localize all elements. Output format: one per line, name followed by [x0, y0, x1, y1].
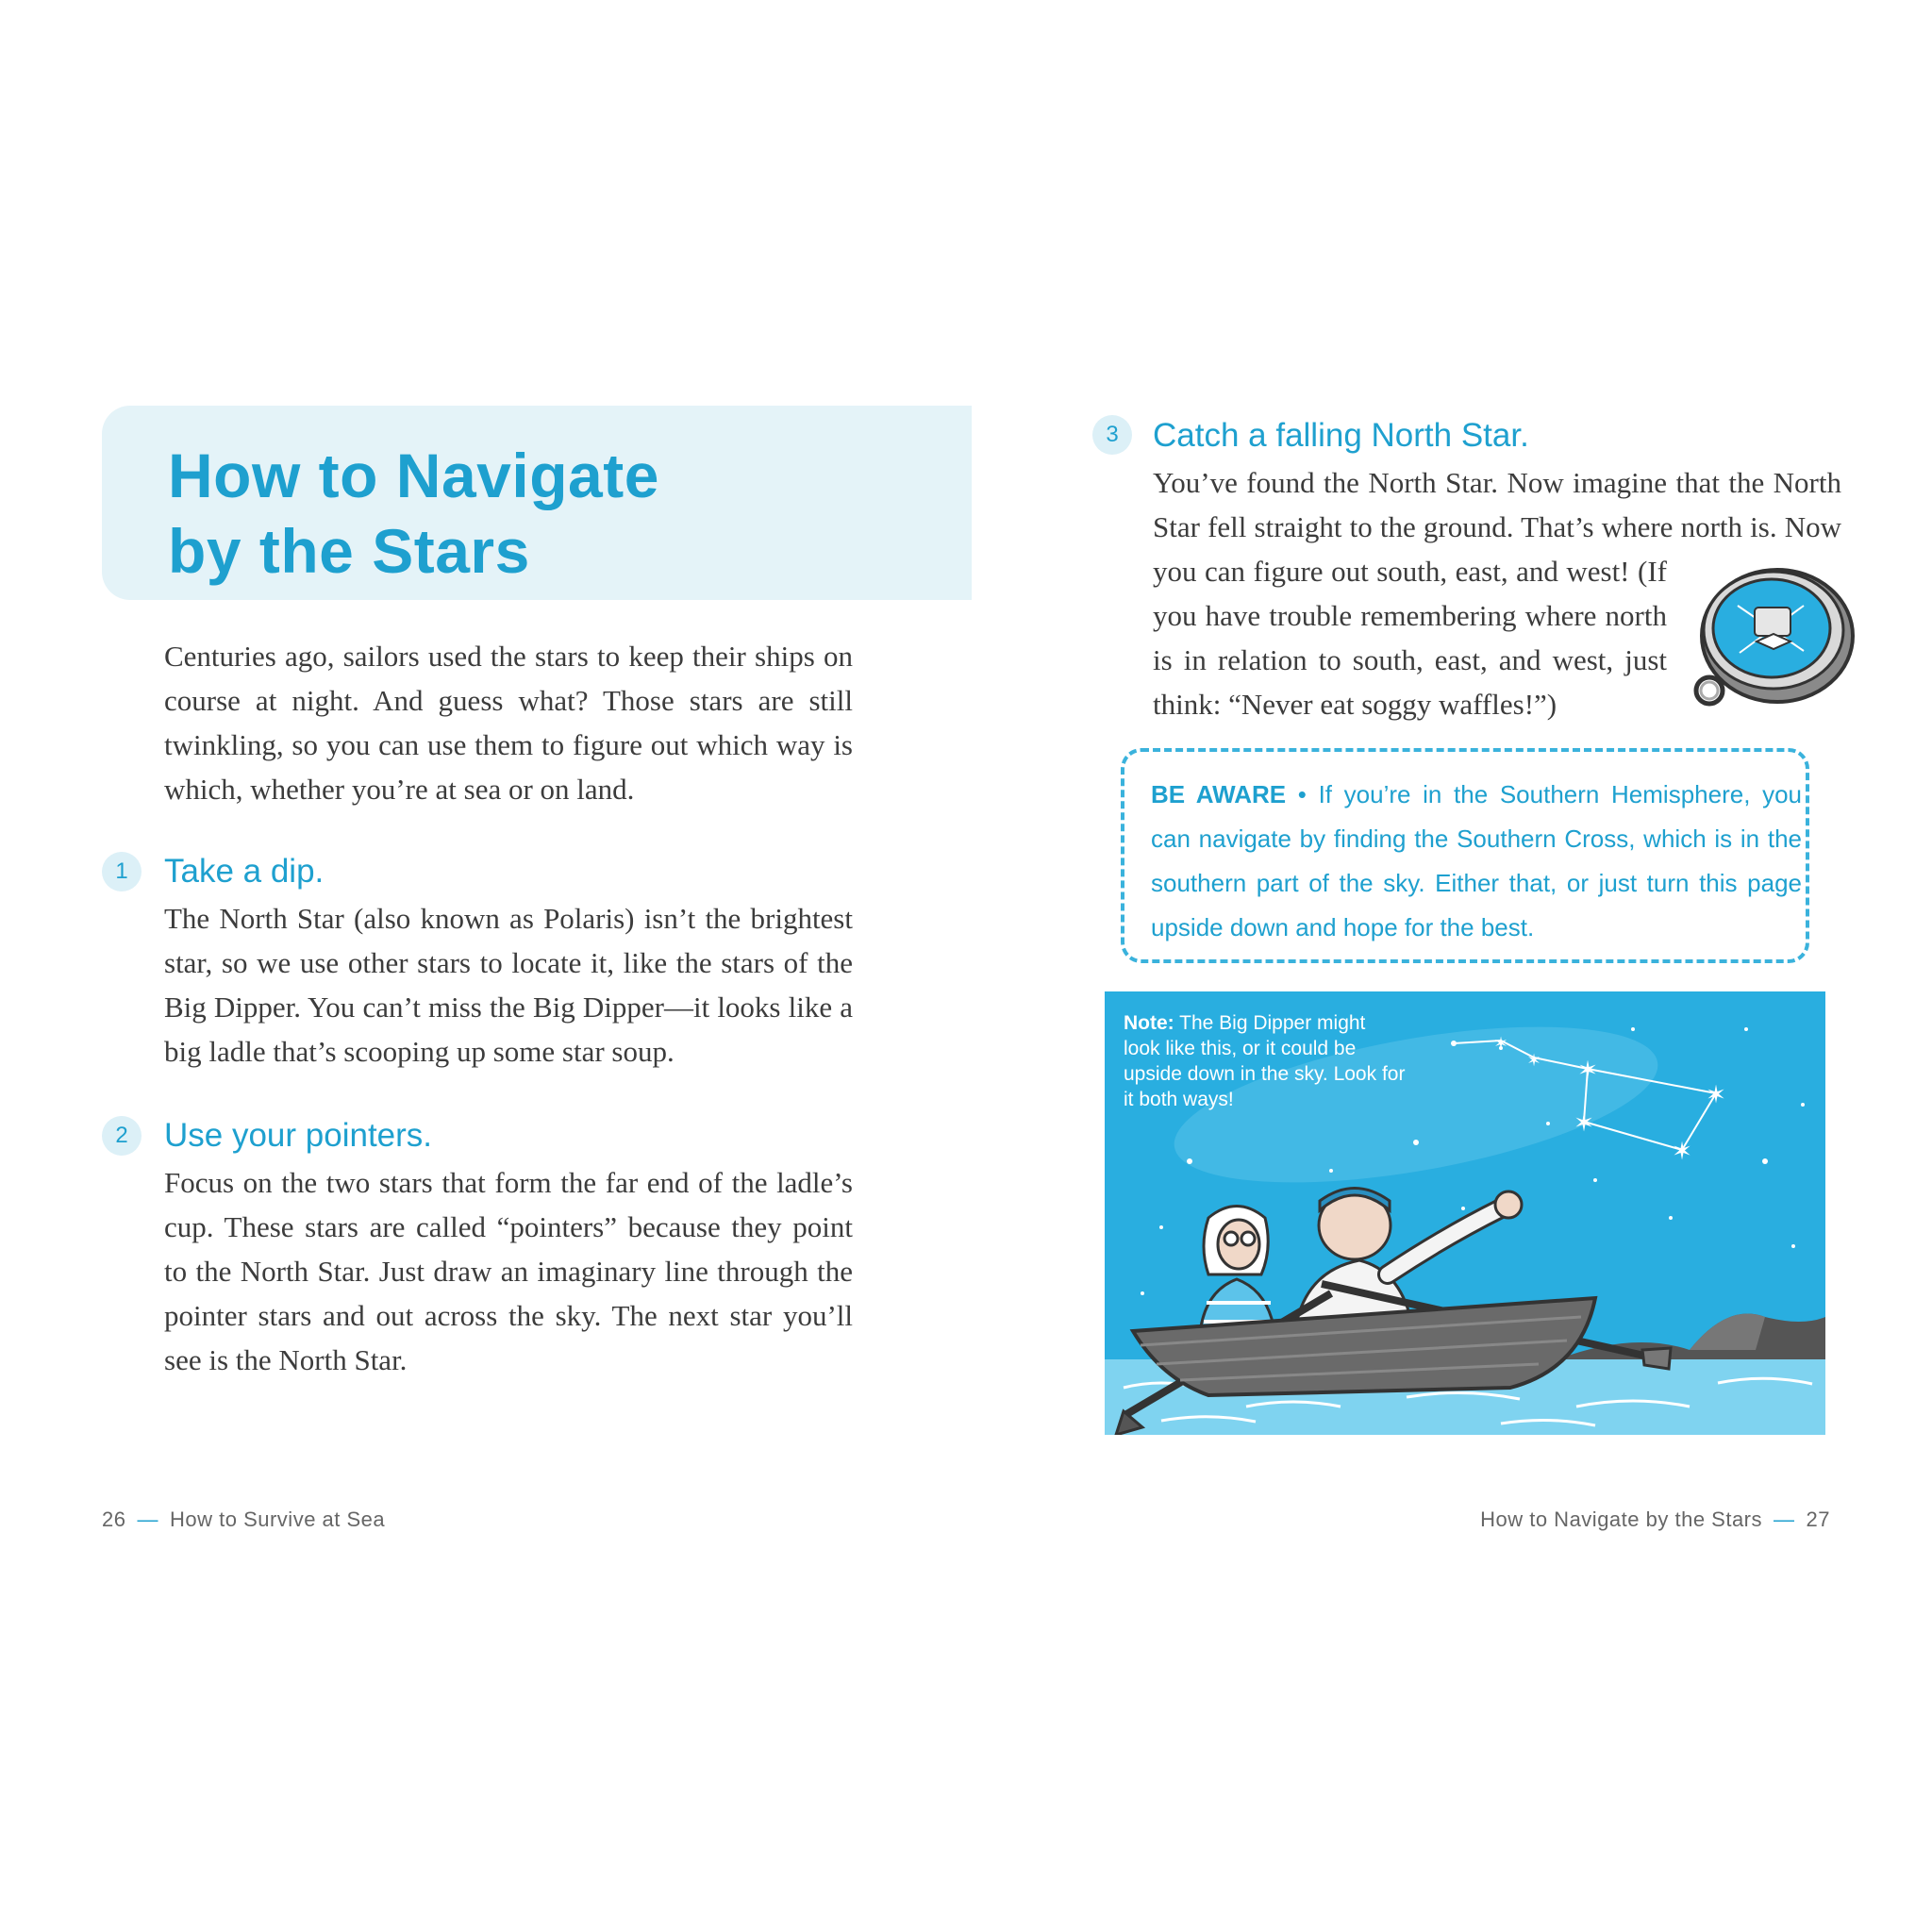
step-2-text: Focus on the two stars that form the far end of the ladle’s cup. These stars are called “pointers” because they point to the North Star. Just draw an imaginary line through the pointer stars and out across the sky. The next star you’ll see is the North Star. — [164, 1166, 853, 1376]
svg-text:✶: ✶ — [1706, 1081, 1726, 1109]
title-line-2: by the Stars — [168, 516, 530, 586]
be-aware-text — [1151, 773, 1802, 950]
step-3-heading: Catch a falling North Star. — [1153, 417, 1529, 454]
night-sky-illustration — [1105, 991, 1825, 1435]
right-footer-dash: — — [1774, 1507, 1795, 1531]
right-page-number: 27 — [1806, 1507, 1830, 1531]
svg-text:✶: ✶ — [1526, 1051, 1541, 1071]
left-footer — [102, 1507, 385, 1532]
right-footer-title: How to Navigate by the Stars — [1480, 1507, 1763, 1531]
step-1-text: The North Star (also known as Polaris) isn’t the brightest star, so we use other stars to locate it, like the stars of the Big Dipper. You can’t miss the Big Dipper—it looks like a big ladle that’s scooping up some star soup. — [164, 902, 853, 1068]
compass-icon — [1681, 549, 1860, 728]
step-1-heading: Take a dip. — [164, 853, 325, 890]
step-3-line: You’ve found the North Star. Now imagine that the North — [1153, 466, 1841, 499]
intro-paragraph: Centuries ago, sailors used the stars to keep their ships on course at night. And guess what? Those stars are still twinkling, so you can use them to figure out which way is which, whether you’re at sea or on land. — [164, 640, 853, 806]
step-3-line: you can figure out south, east, and west! (If — [1153, 555, 1667, 588]
note-label: Note: — [1124, 1012, 1174, 1034]
be-aware-box — [1121, 748, 1809, 963]
illustration-note — [1124, 1010, 1407, 1112]
be-aware-label: BE AWARE — [1151, 780, 1287, 808]
note-text: The Big Dipper might look like this, or it could be upside down in the sky. Look for it both ways! — [1124, 1012, 1406, 1110]
left-page-number: 26 — [102, 1507, 126, 1531]
page-title — [168, 438, 659, 589]
left-footer-dash: — — [137, 1507, 158, 1531]
right-footer — [1480, 1507, 1830, 1532]
step-2-heading: Use your pointers. — [164, 1117, 433, 1154]
step-2-number: 2 — [102, 1116, 142, 1156]
step-3-line: Star fell straight to the ground. That’s where north is. Now — [1153, 510, 1841, 543]
left-footer-title: How to Survive at Sea — [169, 1507, 386, 1531]
svg-text:✶: ✶ — [1574, 1109, 1594, 1138]
title-box — [102, 406, 972, 600]
step-3-line: is in relation to south, east, and west, just — [1153, 643, 1667, 676]
be-aware-body: If you’re in the Southern Hemisphere, you can navigate by finding the Southern Cross, which is in the southern part of the sky. Either that, or just turn this page upside down and hope for the best. — [1151, 780, 1802, 941]
step-3-line: you have trouble remembering where north — [1153, 599, 1667, 632]
svg-text:✶: ✶ — [1672, 1138, 1692, 1166]
step-1-number: 1 — [102, 852, 142, 891]
step-3-number: 3 — [1092, 415, 1132, 455]
step-3-line: think: “Never eat soggy waffles!”) — [1153, 688, 1557, 721]
title-line-1: How to Navigate — [168, 441, 659, 510]
be-aware-separator: • — [1286, 780, 1319, 808]
svg-text:✶: ✶ — [1577, 1057, 1598, 1085]
svg-text:✶: ✶ — [1493, 1034, 1508, 1054]
